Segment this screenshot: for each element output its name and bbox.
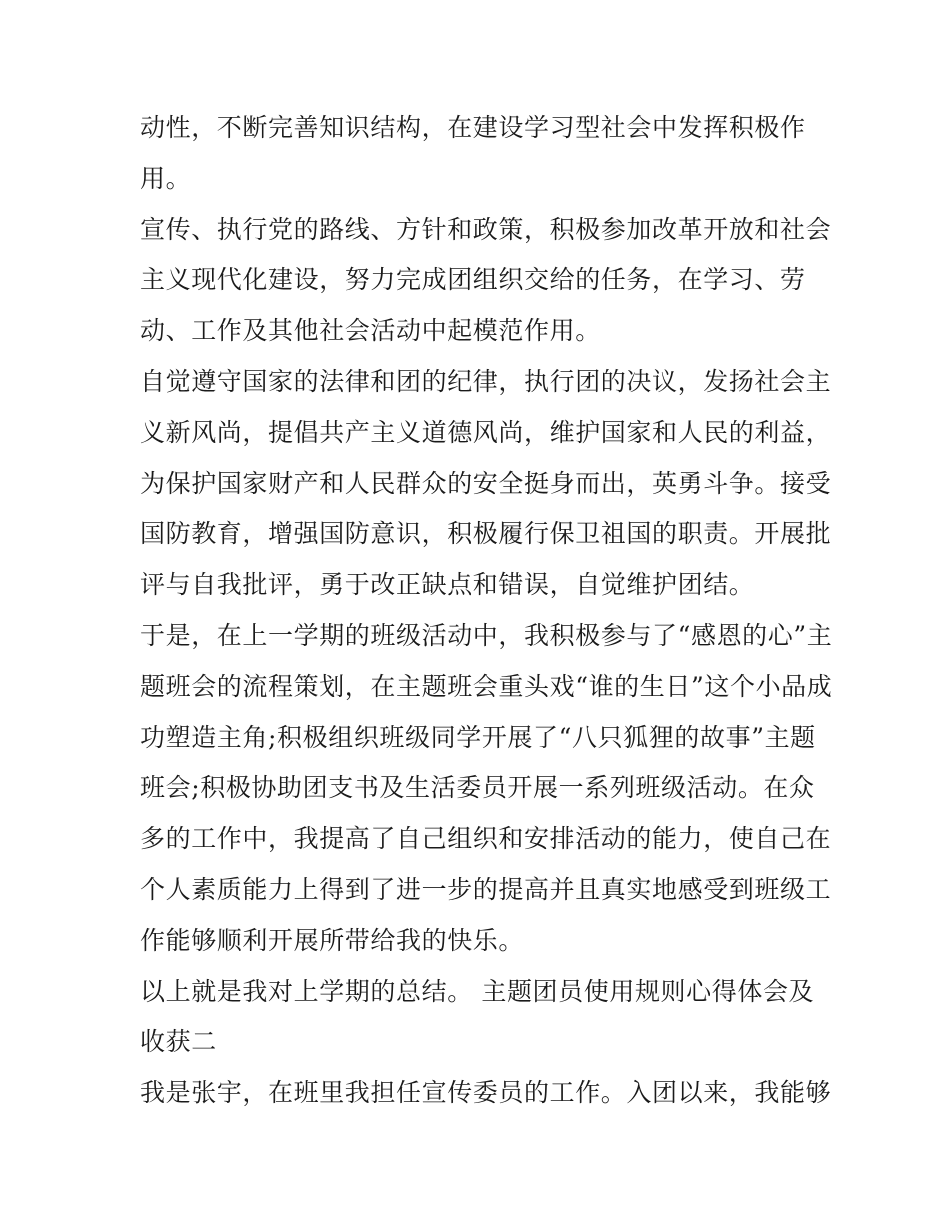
document-body [140, 103, 840, 1119]
text-line: 义新风尚，提倡共产主义道德风尚，维护国家和人民的利益， [140, 417, 832, 447]
text-line: 我是张宇，在班里我担任宣传委员的工作。入团以来，我能够 [140, 1078, 832, 1108]
text-line: 国防教育，增强国防意识，积极履行保卫祖国的职责。开展批 [140, 519, 832, 549]
text-line: 个人素质能力上得到了进一步的提高并且真实地感受到班级工 [140, 874, 832, 904]
text-line: 作能够顺利开展所带给我的快乐。 [140, 925, 525, 955]
text-line: 宣传、执行党的路线、方针和政策，积极参加改革开放和社会 [140, 214, 832, 244]
text-line: 以上就是我对上学期的总结。 主题团员使用规则心得体会及 [140, 976, 815, 1006]
text-line: 班会;积极协助团支书及生活委员开展一系列班级活动。在众 [140, 773, 815, 803]
text-line: 题班会的流程策划，在主题班会重头戏“谁的生日”这个小品成 [140, 671, 833, 701]
text-line: 收获二 [140, 1027, 217, 1057]
text-line: 用。 [140, 163, 192, 193]
text-line: 动性，不断完善知识结构，在建设学习型社会中发挥积极作 [140, 113, 806, 142]
text-line: 动、工作及其他社会活动中起模范作用。 [140, 316, 601, 346]
text-line: 自觉遵守国家的法律和团的纪律，执行团的决议，发扬社会主 [140, 366, 832, 396]
text-line: 评与自我批评，勇于改正缺点和错误，自觉维护团结。 [140, 570, 755, 600]
text-line: 主义现代化建设，努力完成团组织交给的任务，在学习、劳 [140, 265, 806, 295]
text-line: 多的工作中，我提高了自己组织和安排活动的能力，使自己在 [140, 824, 832, 854]
text-line: 为保护国家财产和人民群众的安全挺身而出，英勇斗争。接受 [140, 468, 832, 498]
text-line: 于是，在上一学期的班级活动中，我积极参与了“感恩的心”主 [140, 620, 833, 650]
text-line: 功塑造主角;积极组织班级同学开展了“八只狐狸的故事”主题 [140, 722, 816, 752]
